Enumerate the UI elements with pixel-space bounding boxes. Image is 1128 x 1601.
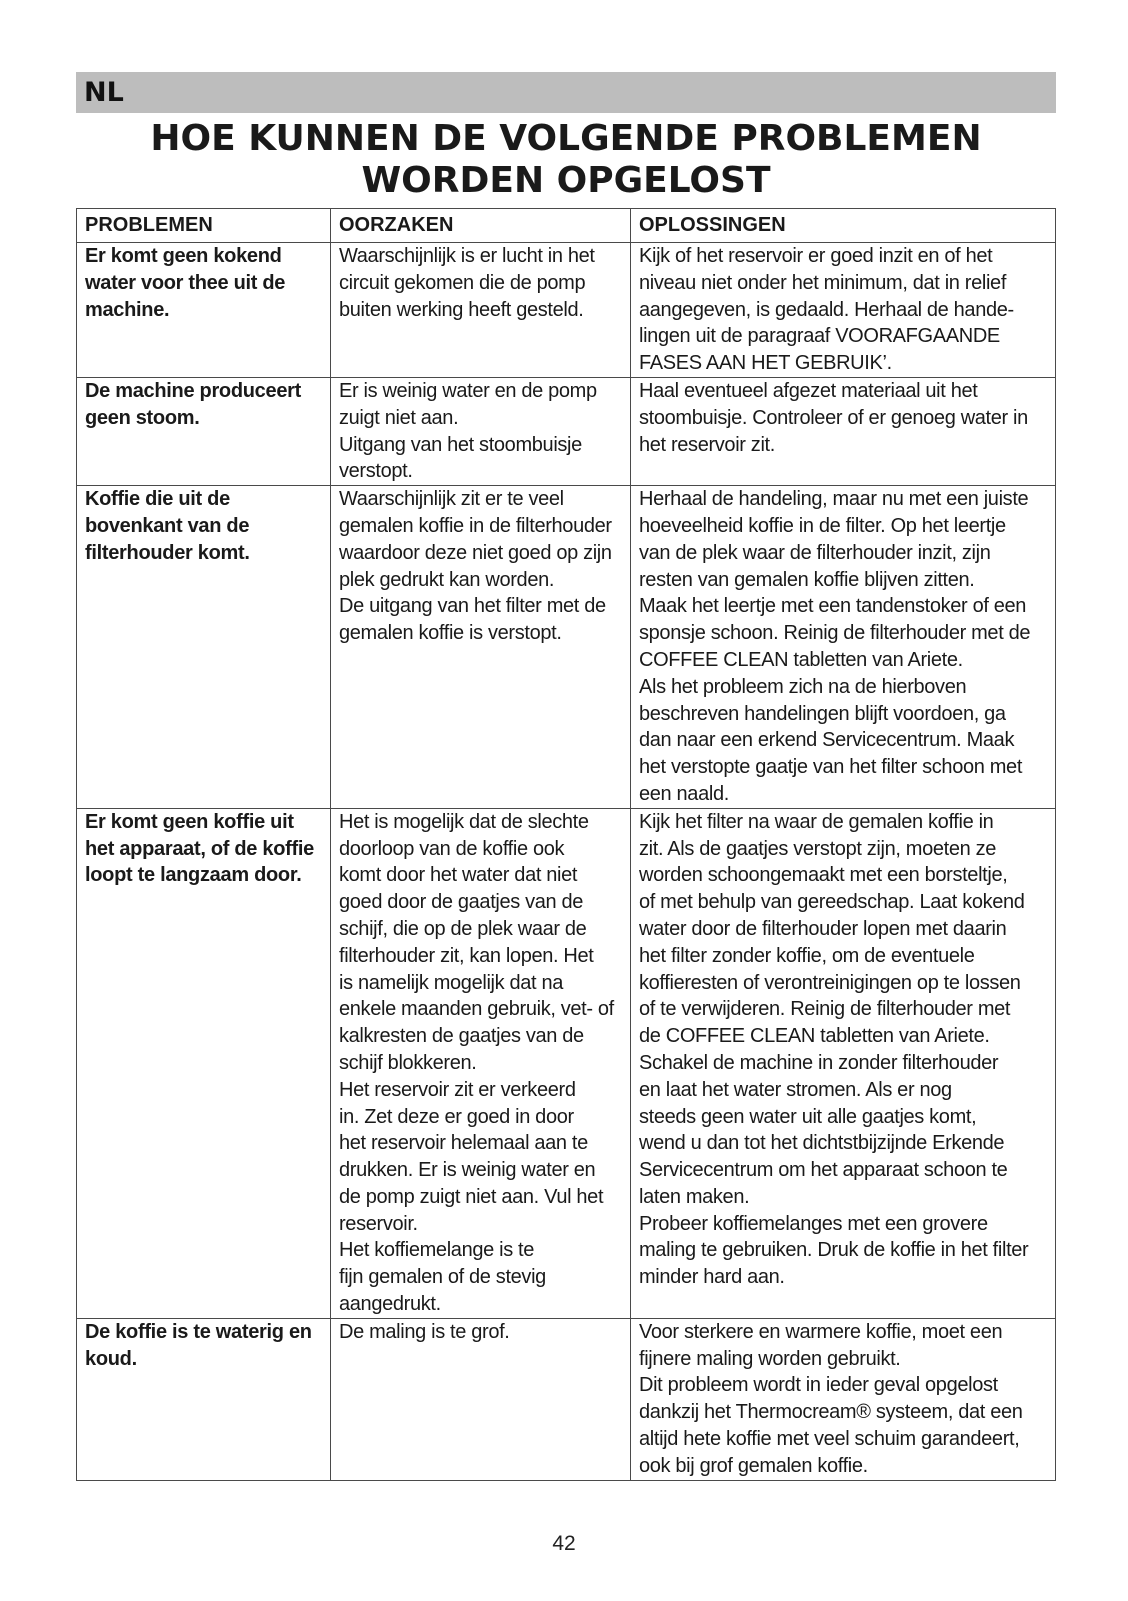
header-causes: OORZAKEN — [331, 209, 631, 243]
problem-cell — [77, 808, 331, 1318]
problem-text: De koffie is te waterig en koud. — [85, 1320, 312, 1370]
page-number: 42 — [552, 1532, 576, 1555]
page-title — [76, 118, 1056, 202]
solution-text: Voor sterkere en warmere koffie, moet een fijnere maling worden gebruikt. Dit probleem wordt in ieder geval opgelost dankzij het Thermocream® systeem, dat een altijd hete koffie met veel schuim garandeert, ook bij grof gemalen koffie. — [639, 1320, 1023, 1477]
problem-text: Er komt geen koffie uit het apparaat, of de koffie loopt te langzaam door. — [85, 810, 314, 887]
cause-cell — [331, 808, 631, 1318]
problem-text: Er komt geen kokend water voor thee uit de machine. — [85, 245, 286, 321]
solution-cell — [631, 486, 1056, 809]
problem-cell — [77, 377, 331, 485]
header-problems: PROBLEMEN — [77, 209, 331, 243]
cause-text: Er is weinig water en de pomp zuigt niet aan. Uitgang van het stoombuisje verstopt. — [339, 379, 597, 483]
header-solutions: OPLOSSINGEN — [631, 209, 1056, 243]
table-row — [77, 808, 1056, 1318]
solution-cell — [631, 1318, 1056, 1480]
problem-text: De machine produceert geen stoom. — [85, 379, 301, 429]
problem-cell — [77, 243, 331, 378]
cause-cell — [331, 243, 631, 378]
table-row — [77, 1318, 1056, 1480]
solution-text: Haal eventueel afgezet materiaal uit het stoombuisje. Controleer of er genoeg water in het reservoir zit. — [639, 379, 1028, 456]
language-label: NL — [76, 72, 1056, 113]
table-row — [77, 243, 1056, 378]
cause-cell — [331, 377, 631, 485]
cause-cell — [331, 1318, 631, 1480]
cause-text: Waarschijnlijk zit er te veel gemalen koffie in de filterhouder waardoor deze niet goed op zijn plek gedrukt kan worden. De uitgang van het filter met de gemalen koffie is verstopt. — [339, 488, 612, 645]
troubleshooting-table — [76, 208, 1056, 1481]
cause-text: De maling is te grof. — [339, 1320, 510, 1343]
solution-text: Kijk het filter na waar de gemalen koffie in zit. Als de gaatjes verstopt zijn, moeten ze worden schoongemaakt met een borsteltje, of met behulp van gereedschap. Laat kokend water door de filterhouder lopen met daarin het filter zonder koffie, om de eventuele koffieresten of verontreinigingen op te lossen of te verwijderen. Reinig de filterhouder met de COFFEE CLEAN tabletten van Ariete. Schakel de machine in zonder filterhouder en laat het water stromen. Als er nog steeds geen water uit alle gaatjes komt, wend u dan tot het dichtstbijzijnde Erkende Servicecentrum om het apparaat schoon te laten maken. Probeer koffiemelanges met een grovere maling te gebruiken. Druk de koffie in het filter minder hard aan. — [639, 810, 1029, 1289]
page-title-line-1: HOE KUNNEN DE VOLGENDE PROBLEMEN — [150, 118, 982, 159]
solution-cell — [631, 808, 1056, 1318]
cause-text: Het is mogelijk dat de slechte doorloop van de koffie ook komt door het water dat niet goed door de gaatjes van de schijf, die op de plek waar de filterhouder zit, kan lopen. Het is namelijk mogelijk dat na enkele maanden gebruik, vet- of kalkresten de gaatjes van de schijf blokkeren. Het reservoir zit er verkeerd in. Zet deze er goed in door het reservoir helemaal aan te drukken. Er is weinig water en de pomp zuigt niet aan. Vul het reservoir. Het koffiemelange is te fijn gemalen of de stevig aangedrukt. — [339, 810, 614, 1316]
page-title-line-2: WORDEN OPGELOST — [361, 160, 771, 201]
table-row — [77, 377, 1056, 485]
solution-text: Herhaal de handeling, maar nu met een juiste hoeveelheid koffie in de filter. Op het leertje van de plek waar de filterhouder inzit, zijn resten van gemalen koffie blijven zitten. Maak het leertje met een tandenstoker of een sponsje schoon. Reinig de filterhouder met de COFFEE CLEAN tabletten van Ariete. Als het probleem zich na de hierboven beschreven handelingen blijft voordoen, ga dan naar een erkend Servicecentrum. Maak het verstopte gaatje van het filter schoon met een naald. — [639, 488, 1031, 805]
cause-text: Waarschijnlijk is er lucht in het circuit gekomen die de pomp buiten werking heeft gesteld. — [339, 245, 595, 321]
solution-cell — [631, 377, 1056, 485]
solution-cell — [631, 243, 1056, 378]
solution-text: Kijk of het reservoir er goed inzit en of het niveau niet onder het minimum, dat in relief aangegeven, is gedaald. Herhaal de hande- lingen uit de paragraaf VOORAFGAANDE FASES AAN HET GEBRUIK’. — [639, 245, 1014, 375]
cause-cell — [331, 486, 631, 809]
table-header-row — [77, 209, 1056, 243]
problem-cell — [77, 1318, 331, 1480]
table-row — [77, 486, 1056, 809]
problem-text: Koffie die uit de bovenkant van de filterhouder komt. — [85, 488, 250, 564]
problem-cell — [77, 486, 331, 809]
